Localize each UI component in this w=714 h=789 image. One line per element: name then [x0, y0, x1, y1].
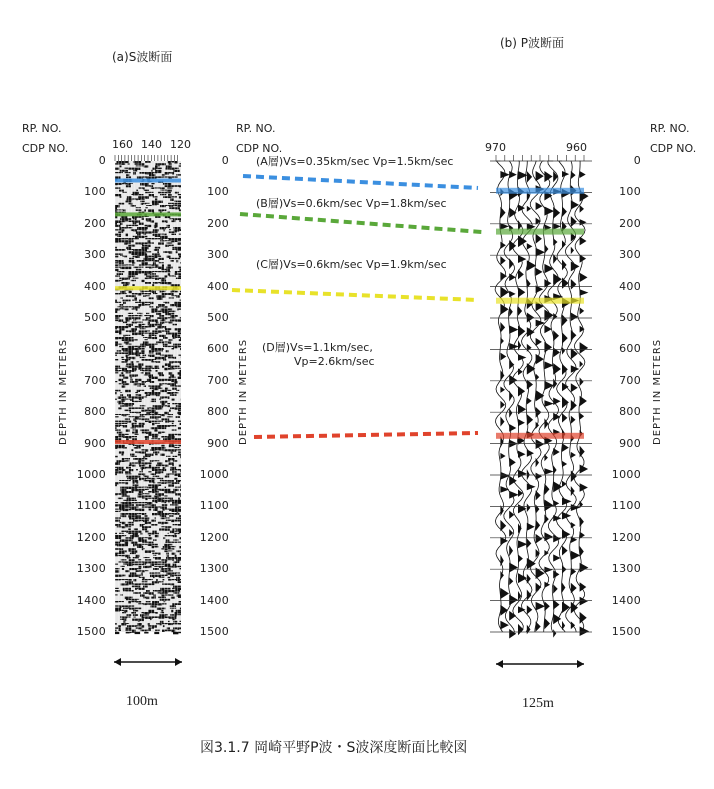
- s-wave-section: [115, 155, 181, 634]
- s-horizon-d: [115, 440, 181, 444]
- right-depth-tick: 900: [619, 436, 641, 450]
- middle-depth-tick: 1300: [199, 562, 229, 576]
- right-depth-tick: 100: [619, 185, 641, 199]
- depth-axis-label-left: DEPTH IN METERS: [58, 338, 69, 445]
- right-depth-tick: 1500: [611, 625, 641, 638]
- right-depth-tick: 800: [619, 405, 641, 419]
- middle-depth-tick: 0: [221, 154, 229, 167]
- middle-depth-tick: 200: [207, 216, 229, 230]
- p-wave-section: [490, 155, 592, 639]
- layer-a-label: (A層)Vs=0.35km/sec Vp=1.5km/sec: [256, 155, 454, 168]
- left-depth-tick: 800: [84, 405, 106, 419]
- right-depth-tick: 700: [619, 373, 641, 387]
- right-depth-tick: 1400: [611, 593, 641, 607]
- right-depth-tick: 1100: [611, 499, 641, 513]
- right-panel-title: (b) P波断面: [500, 36, 565, 50]
- right-depth-tick: 0: [633, 154, 641, 167]
- s-horizon-a: [115, 179, 181, 183]
- cdp-tick-160: 160: [112, 138, 133, 151]
- middle-depth-tick: 300: [207, 248, 229, 262]
- figure-caption: 図3.1.7 岡崎平野P波・S波深度断面比較図: [200, 740, 468, 756]
- middle-depth-tick: 600: [207, 342, 229, 356]
- left-depth-tick: 1500: [76, 625, 106, 638]
- depth-axis-label-right: DEPTH IN METERS: [652, 338, 663, 445]
- middle-depth-tick: 400: [207, 279, 229, 293]
- depth-axis-label-middle: DEPTH IN METERS: [238, 338, 249, 445]
- left-depth-tick: 400: [84, 279, 106, 293]
- scale-label-right: 125m: [522, 696, 554, 711]
- p-horizon-b: [496, 229, 584, 235]
- correlation-line-d: [254, 433, 478, 437]
- cdp-label-right: CDP NO.: [650, 142, 697, 155]
- layer-c-label: (C層)Vs=0.6km/sec Vp=1.9km/sec: [256, 258, 447, 271]
- left-depth-tick: 1000: [76, 468, 106, 481]
- right-depth-tick: 1200: [611, 530, 641, 544]
- right-depth-tick: 500: [619, 311, 641, 324]
- correlation-line-c: [232, 290, 478, 300]
- middle-depth-tick: 1200: [199, 530, 229, 544]
- right-depth-tick: 300: [619, 248, 641, 262]
- rp-label-middle: RP. NO.: [236, 122, 276, 135]
- left-depth-tick: 900: [84, 436, 106, 450]
- left-depth-tick: 200: [84, 216, 106, 230]
- cdp-label-left: CDP NO.: [22, 142, 69, 155]
- s-horizon-b: [115, 212, 181, 216]
- layer-b-label: (B層)Vs=0.6km/sec Vp=1.8km/sec: [256, 197, 447, 210]
- left-depth-tick: 1100: [76, 499, 106, 513]
- middle-depth-tick: 1500: [199, 625, 229, 638]
- middle-depth-tick: 100: [207, 185, 229, 199]
- cdp-tick-140: 140: [141, 138, 162, 151]
- left-depth-tick: 1400: [76, 593, 106, 607]
- cdp-tick-970: 970: [485, 141, 506, 154]
- p-horizon-d: [496, 433, 584, 439]
- right-depth-tick: 1300: [611, 562, 641, 576]
- p-horizon-a: [496, 188, 584, 194]
- scale-label-left: 100m: [126, 694, 158, 709]
- left-depth-tick: 600: [84, 342, 106, 356]
- layer-d-label: (D層)Vs=1.1km/sec,: [262, 341, 373, 354]
- rp-label-left: RP. NO.: [22, 122, 62, 135]
- correlation-line-b: [240, 214, 482, 232]
- left-panel-title: (a)S波断面: [112, 50, 173, 64]
- middle-depth-tick: 1400: [199, 593, 229, 607]
- right-depth-tick: 600: [619, 342, 641, 356]
- cdp-tick-960: 960: [566, 141, 587, 154]
- middle-depth-tick: 900: [207, 436, 229, 450]
- middle-depth-tick: 800: [207, 405, 229, 419]
- left-depth-tick: 500: [84, 311, 106, 324]
- right-depth-tick: 1000: [611, 468, 641, 481]
- left-depth-tick: 100: [84, 185, 106, 199]
- s-horizon-c: [115, 286, 181, 290]
- right-depth-tick: 200: [619, 216, 641, 230]
- middle-depth-tick: 1100: [199, 499, 229, 513]
- right-depth-tick: 400: [619, 279, 641, 293]
- left-depth-tick: 0: [98, 154, 106, 167]
- rp-label-right: RP. NO.: [650, 122, 690, 135]
- scale-arrow-left: [114, 658, 182, 666]
- left-depth-tick: 700: [84, 373, 106, 387]
- middle-depth-tick: 500: [207, 311, 229, 324]
- left-depth-tick: 300: [84, 248, 106, 262]
- layer-d-label-vp: Vp=2.6km/sec: [294, 355, 375, 368]
- cdp-label-middle: CDP NO.: [236, 142, 283, 155]
- middle-depth-tick: 700: [207, 373, 229, 387]
- left-depth-tick: 1200: [76, 530, 106, 544]
- middle-depth-tick: 1000: [199, 468, 229, 481]
- left-depth-tick: 1300: [76, 562, 106, 576]
- p-horizon-c: [496, 298, 584, 304]
- cdp-tick-120: 120: [170, 138, 191, 151]
- correlation-line-a: [243, 176, 478, 188]
- scale-arrow-right: [496, 660, 584, 668]
